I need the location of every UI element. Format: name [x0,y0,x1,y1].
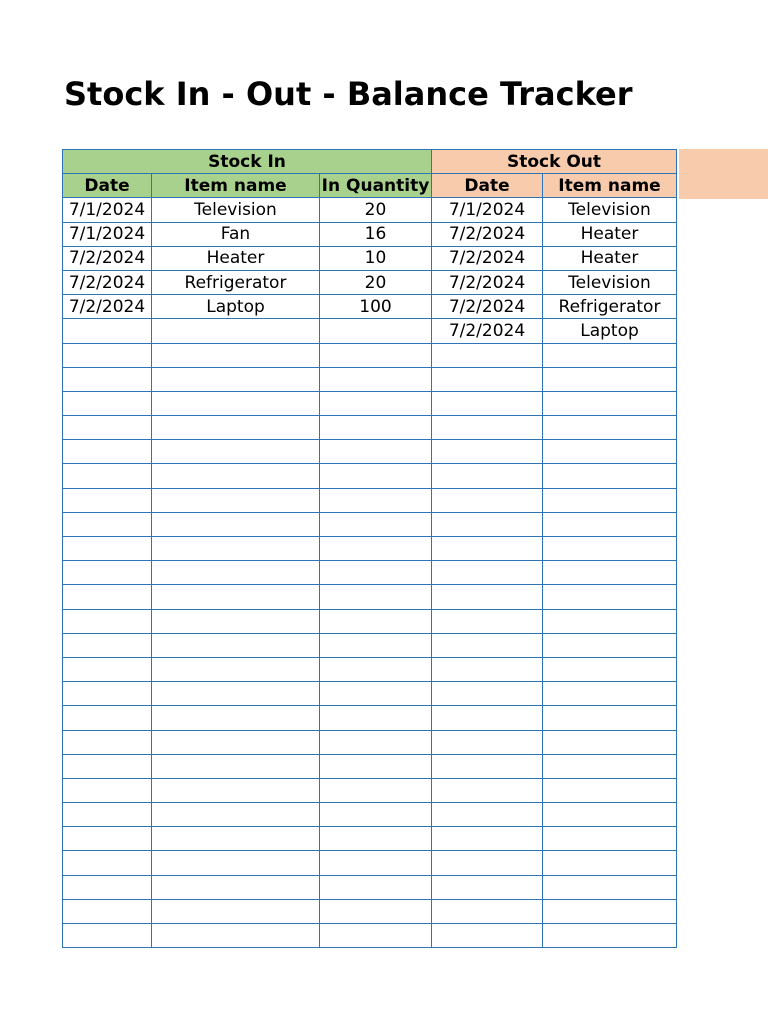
stock-in-quantity-cell[interactable] [320,899,432,923]
stock-in-date-cell[interactable] [63,924,152,948]
stock-out-item-cell[interactable] [543,924,677,948]
stock-in-item-cell[interactable] [152,585,320,609]
stock-in-item-cell[interactable] [152,706,320,730]
stock-in-date-cell[interactable] [63,827,152,851]
stock-in-date-cell[interactable] [63,899,152,923]
stock-out-date-cell[interactable] [432,851,543,875]
table-row [63,609,677,633]
stock-in-date-cell[interactable] [63,391,152,415]
stock-out-date-cell[interactable] [432,754,543,778]
stock-in-date-cell[interactable] [63,585,152,609]
table-row [63,778,677,802]
stock-in-date-cell[interactable] [63,343,152,367]
stock-out-date-cell[interactable] [432,924,543,948]
stock-out-item-cell[interactable] [543,537,677,561]
stock-in-item-cell[interactable] [152,416,320,440]
table-row [63,803,677,827]
stock-out-item-cell[interactable] [543,803,677,827]
stock-out-date-cell[interactable]: 7/2/2024 [432,319,543,343]
table-row [63,270,677,294]
table-row [63,464,677,488]
table-row [63,706,677,730]
stock-in-quantity-cell[interactable] [320,875,432,899]
stock-in-item-cell[interactable] [152,512,320,536]
stock-in-item-cell[interactable]: Laptop [152,295,320,319]
stock-in-date-cell[interactable] [63,706,152,730]
stock-in-date-cell[interactable] [63,851,152,875]
stock-out-item-cell[interactable] [543,706,677,730]
stock-in-date-cell[interactable] [63,416,152,440]
stock-out-date-cell[interactable] [432,537,543,561]
stock-in-item-cell[interactable] [152,851,320,875]
stock-out-date-cell[interactable] [432,899,543,923]
table-row [63,585,677,609]
stock-out-item-cell[interactable] [543,561,677,585]
stock-in-item-cell[interactable] [152,803,320,827]
stock-out-item-cell[interactable] [543,778,677,802]
stock-in-item-cell[interactable] [152,730,320,754]
stock-in-item-header[interactable]: Item name [152,174,320,198]
page-title: Stock In - Out - Balance Tracker [64,75,633,113]
stock-in-item-cell[interactable] [152,682,320,706]
stock-in-date-cell[interactable] [63,464,152,488]
stock-in-quantity-cell[interactable] [320,488,432,512]
stock-in-date-cell[interactable] [63,367,152,391]
stock-out-item-header[interactable]: Item name [543,174,677,198]
stock-in-item-cell[interactable] [152,875,320,899]
table-row [63,899,677,923]
table-row [63,343,677,367]
stock-in-quantity-cell[interactable] [320,440,432,464]
stock-in-item-cell[interactable] [152,440,320,464]
stock-in-quantity-cell[interactable]: 100 [320,295,432,319]
stock-in-item-cell[interactable] [152,464,320,488]
stock-out-date-cell[interactable] [432,682,543,706]
stock-out-item-cell[interactable] [543,512,677,536]
stock-in-date-cell[interactable]: 7/1/2024 [63,198,152,222]
stock-in-item-cell[interactable] [152,609,320,633]
stock-in-item-cell[interactable] [152,537,320,561]
stock-out-item-cell[interactable] [543,899,677,923]
stock-in-item-cell[interactable] [152,778,320,802]
stock-in-quantity-cell[interactable] [320,416,432,440]
stock-out-item-cell[interactable] [543,440,677,464]
stock-out-item-cell[interactable] [543,609,677,633]
stock-in-date-cell[interactable] [63,682,152,706]
group-header-row [63,150,677,174]
table-row [63,875,677,899]
stock-in-date-cell[interactable] [63,440,152,464]
stock-out-date-cell[interactable] [432,730,543,754]
stock-in-date-cell[interactable] [63,609,152,633]
table-row [63,682,677,706]
stock-in-item-cell[interactable] [152,488,320,512]
stock-in-date-header[interactable]: Date [63,174,152,198]
stock-in-item-cell[interactable] [152,343,320,367]
stock-in-date-cell[interactable]: 7/2/2024 [63,295,152,319]
stock-in-item-cell[interactable] [152,899,320,923]
table-row [63,827,677,851]
stock-out-date-cell[interactable]: 7/1/2024 [432,198,543,222]
stock-out-item-cell[interactable]: Refrigerator [543,295,677,319]
stock-in-date-cell[interactable]: 7/2/2024 [63,246,152,270]
stock-in-item-cell[interactable] [152,754,320,778]
stock-out-item-cell[interactable] [543,633,677,657]
table-row [63,633,677,657]
stock-in-date-cell[interactable] [63,488,152,512]
table-row [63,730,677,754]
stock-in-date-cell[interactable] [63,778,152,802]
stock-in-item-cell[interactable]: Refrigerator [152,270,320,294]
stock-in-group-label[interactable]: Stock In [63,150,432,174]
stock-in-date-cell[interactable] [63,561,152,585]
stock-out-group-label[interactable]: Stock Out [432,150,677,174]
stock-out-date-cell[interactable] [432,633,543,657]
stock-out-date-cell[interactable] [432,512,543,536]
stock-out-date-cell[interactable] [432,343,543,367]
stock-out-date-cell[interactable]: 7/2/2024 [432,246,543,270]
stock-in-date-cell[interactable] [63,803,152,827]
stock-in-date-cell[interactable] [63,730,152,754]
stock-in-quantity-cell[interactable] [320,657,432,681]
stock-in-quantity-cell[interactable] [320,924,432,948]
stock-in-item-cell[interactable]: Heater [152,246,320,270]
stock-out-date-cell[interactable] [432,778,543,802]
stock-in-quantity-cell[interactable] [320,343,432,367]
stock-in-item-cell[interactable] [152,633,320,657]
stock-out-date-cell[interactable] [432,367,543,391]
stock-out-date-cell[interactable] [432,827,543,851]
stock-in-quantity-cell[interactable] [320,778,432,802]
stock-in-quantity-cell[interactable]: 20 [320,198,432,222]
table-row [63,440,677,464]
stock-in-item-cell[interactable]: Television [152,198,320,222]
table-row [63,924,677,948]
stock-in-quantity-cell[interactable] [320,319,432,343]
stock-out-date-cell[interactable] [432,706,543,730]
table-row [63,319,677,343]
stock-in-quantity-cell[interactable] [320,633,432,657]
stock-in-quantity-cell[interactable] [320,754,432,778]
table-row [63,561,677,585]
stock-out-date-cell[interactable] [432,440,543,464]
stock-out-date-cell[interactable] [432,391,543,415]
stock-in-item-cell[interactable] [152,924,320,948]
table-row [63,416,677,440]
stock-in-quantity-cell[interactable] [320,512,432,536]
stock-out-date-cell[interactable] [432,561,543,585]
stock-in-quantity-cell[interactable] [320,537,432,561]
stock-in-date-cell[interactable] [63,657,152,681]
stock-out-item-cell[interactable] [543,488,677,512]
stock-in-quantity-cell[interactable] [320,464,432,488]
stock-in-item-cell[interactable] [152,657,320,681]
stock-out-item-cell[interactable] [543,367,677,391]
stock-in-date-cell[interactable]: 7/2/2024 [63,270,152,294]
stock-out-date-header[interactable]: Date [432,174,543,198]
stock-in-quantity-cell[interactable] [320,585,432,609]
stock-out-item-cell[interactable] [543,827,677,851]
table-row [63,295,677,319]
stock-in-quantity-cell[interactable]: 16 [320,222,432,246]
stock-in-date-cell[interactable] [63,633,152,657]
stock-in-quantity-cell[interactable]: 20 [320,270,432,294]
stock-out-date-cell[interactable] [432,657,543,681]
stock-in-item-cell[interactable]: Fan [152,222,320,246]
stock-in-quantity-cell[interactable] [320,682,432,706]
stock-in-date-cell[interactable] [63,875,152,899]
stock-out-date-cell[interactable] [432,803,543,827]
stock-out-date-cell[interactable] [432,585,543,609]
stock-in-quantity-cell[interactable] [320,561,432,585]
stock-out-item-cell[interactable]: Heater [543,222,677,246]
table-row [63,754,677,778]
stock-out-item-cell[interactable]: Television [543,270,677,294]
table-row [63,851,677,875]
stock-tracker-table [62,149,677,948]
stock-out-item-cell[interactable] [543,391,677,415]
stock-in-quantity-cell[interactable] [320,730,432,754]
stock-out-item-cell[interactable]: Television [543,198,677,222]
table-row [63,222,677,246]
stock-in-quantity-cell[interactable] [320,609,432,633]
stock-out-date-cell[interactable]: 7/2/2024 [432,222,543,246]
stock-out-date-cell[interactable]: 7/2/2024 [432,295,543,319]
stock-out-item-cell[interactable]: Heater [543,246,677,270]
stock-out-item-cell[interactable] [543,754,677,778]
table-row [63,488,677,512]
table-row [63,537,677,561]
stock-out-date-cell[interactable]: 7/2/2024 [432,270,543,294]
stock-out-date-cell[interactable] [432,416,543,440]
stock-in-quantity-cell[interactable] [320,706,432,730]
stock-in-quantity-cell[interactable] [320,827,432,851]
stock-out-date-cell[interactable] [432,464,543,488]
stock-in-quantity-cell[interactable]: 10 [320,246,432,270]
stock-out-item-cell[interactable] [543,730,677,754]
stock-in-date-cell[interactable] [63,537,152,561]
stock-in-date-cell[interactable] [63,319,152,343]
stock-in-item-cell[interactable] [152,561,320,585]
stock-in-date-cell[interactable] [63,754,152,778]
column-header-row [63,174,677,198]
stock-in-date-cell[interactable]: 7/1/2024 [63,222,152,246]
table-row [63,198,677,222]
stock-in-quantity-cell[interactable] [320,851,432,875]
stock-in-item-cell[interactable] [152,827,320,851]
stock-out-item-cell[interactable] [543,851,677,875]
stock-out-header-band [679,149,768,199]
stock-in-quantity-cell[interactable] [320,391,432,415]
stock-in-quantity-cell[interactable] [320,367,432,391]
stock-in-date-cell[interactable] [63,512,152,536]
table-row [63,246,677,270]
table-row [63,657,677,681]
stock-out-item-cell[interactable] [543,682,677,706]
stock-out-date-cell[interactable] [432,488,543,512]
stock-out-item-cell[interactable] [543,585,677,609]
stock-out-item-cell[interactable] [543,343,677,367]
stock-out-date-cell[interactable] [432,875,543,899]
table-row [63,391,677,415]
stock-out-item-cell[interactable] [543,875,677,899]
stock-out-item-cell[interactable] [543,657,677,681]
stock-in-quantity-header[interactable]: In Quantity [320,174,432,198]
stock-in-item-cell[interactable] [152,319,320,343]
stock-out-date-cell[interactable] [432,609,543,633]
table-row [63,512,677,536]
stock-in-quantity-cell[interactable] [320,803,432,827]
table-row [63,367,677,391]
stock-out-item-cell[interactable]: Laptop [543,319,677,343]
stock-out-item-cell[interactable] [543,464,677,488]
stock-out-item-cell[interactable] [543,416,677,440]
stock-in-item-cell[interactable] [152,391,320,415]
stock-in-item-cell[interactable] [152,367,320,391]
